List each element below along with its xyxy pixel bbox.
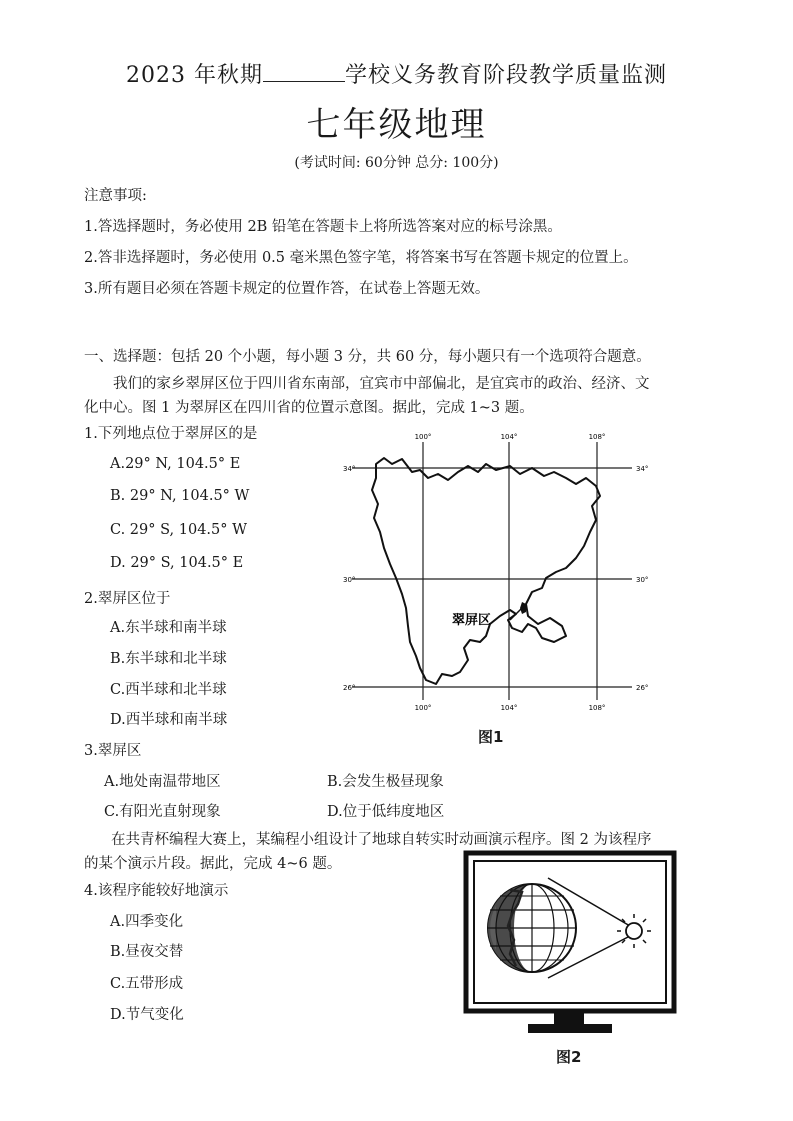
figure-1-map — [340, 428, 660, 718]
question-2-option-a: A.东半球和南半球 — [110, 620, 227, 636]
question-3-stem: 3.翠屏区 — [84, 743, 142, 759]
question-1-option-d: D. 29° S, 104.5° E — [110, 555, 244, 571]
lon-label-bottom-108: 108° — [588, 704, 606, 712]
exam-info: (考试时间: 60分钟 总分: 100分) — [294, 155, 499, 171]
exam-name: 学校义务教育阶段教学质量监测 — [344, 63, 667, 88]
lat-label-left-34: 34° — [343, 465, 356, 473]
intro-paragraph-1-line-2: 化中心。图 1 为翠屏区在四川省的位置示意图。据此，完成 1~3 题。 — [84, 400, 534, 416]
exam-title: 七年级地理 — [306, 105, 487, 145]
lon-label-top-108: 108° — [588, 433, 606, 441]
exam-term: 2023 年秋期 — [126, 63, 263, 88]
lat-label-left-26: 26° — [343, 684, 356, 692]
question-4-option-c: C.五带形成 — [110, 976, 184, 992]
question-2-option-c: C.西半球和北半球 — [110, 682, 227, 698]
lat-label-right-30: 30° — [636, 576, 649, 584]
question-4-option-b: B.昼夜交替 — [110, 944, 184, 960]
question-3-option-a: A.地处南温带地区 — [104, 774, 221, 790]
section-heading: 一、选择题：包括 20 个小题，每小题 3 分，共 60 分，每小题只有一个选项符合题意。 — [84, 349, 651, 365]
question-3-option-d: D.位于低纬度地区 — [327, 804, 445, 820]
lat-label-right-34: 34° — [636, 465, 649, 473]
question-1-option-a: A.29° N, 104.5° E — [110, 456, 241, 472]
figure-2-caption: 图2 — [556, 1048, 582, 1066]
figure-2-monitor — [462, 848, 680, 1040]
question-3-option-c: C.有阳光直射现象 — [104, 804, 221, 820]
intro-paragraph-2-line-1: 在共青杯编程大赛上，某编程小组设计了地球自转实时动画演示程序。图 2 为该程序 — [111, 832, 652, 848]
lon-label-bottom-104: 104° — [500, 704, 518, 712]
lat-label-right-26: 26° — [636, 684, 649, 692]
question-3-option-b: B.会发生极昼现象 — [327, 774, 444, 790]
question-2-stem: 2.翠屏区位于 — [84, 591, 171, 607]
monitor-neck — [554, 1013, 584, 1025]
question-2-option-b: B.东半球和北半球 — [110, 651, 227, 667]
question-2-option-d: D.西半球和南半球 — [110, 712, 228, 728]
notes-heading: 注意事项: — [84, 188, 147, 204]
note-item-1: 1.答选择题时，务必使用 2B 铅笔在答题卡上将所选答案对应的标号涂黑。 — [84, 219, 562, 235]
question-1-stem: 1.下列地点位于翠屏区的是 — [84, 426, 258, 442]
intro-paragraph-1-line-1: 我们的家乡翠屏区位于四川省东南部，宜宾市中部偏北，是宜宾市的政治、经济、文 — [113, 376, 650, 392]
figure-1-caption: 图1 — [478, 728, 504, 746]
lon-label-top-104: 104° — [500, 433, 518, 441]
question-4-option-d: D.节气变化 — [110, 1007, 184, 1023]
lon-label-bottom-100: 100° — [414, 704, 432, 712]
lat-label-left-30: 30° — [343, 576, 356, 584]
question-1-option-b: B. 29° N, 104.5° W — [110, 488, 250, 504]
intro-paragraph-2-line-2: 的某个演示片段。据此，完成 4~6 题。 — [84, 856, 342, 872]
question-4-option-a: A.四季变化 — [110, 914, 184, 930]
cuiping-marker — [520, 602, 526, 614]
cuiping-leader-line — [510, 608, 522, 620]
sichuan-province-outline — [372, 458, 600, 684]
question-1-option-c: C. 29° S, 104.5° W — [110, 522, 248, 538]
exam-header-line — [0, 58, 793, 89]
school-name-blank — [263, 63, 345, 82]
cuiping-label: 翠屏区 — [452, 613, 492, 628]
lon-label-top-100: 100° — [414, 433, 432, 441]
earth-globe — [488, 884, 576, 972]
monitor-base — [528, 1024, 612, 1033]
note-item-3: 3.所有题目必须在答题卡规定的位置作答，在试卷上答题无效。 — [84, 281, 490, 297]
question-4-stem: 4.该程序能较好地演示 — [84, 883, 229, 899]
note-item-2: 2.答非选择题时，务必使用 0.5 毫米黑色签字笔，将答案书写在答题卡规定的位置上。 — [84, 250, 638, 266]
